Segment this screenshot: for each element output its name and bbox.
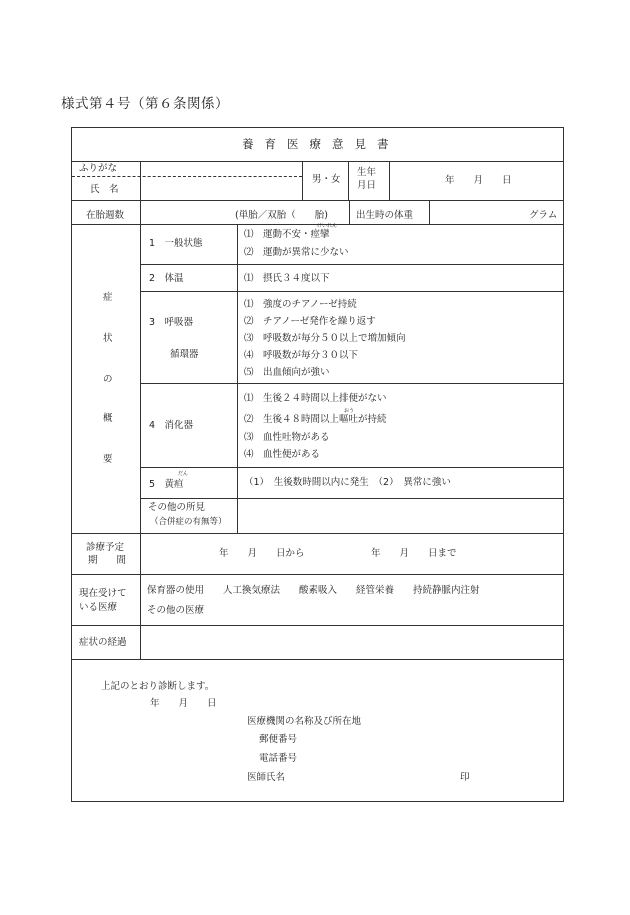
- digestive-item-4: ⑷ 血性便がある: [244, 449, 321, 460]
- symptoms-vertical-1: 症: [103, 292, 113, 303]
- postal-label: 郵便番号: [259, 734, 298, 745]
- respiratory-item-4: ⑷ 呼吸数が毎分３０以下: [244, 350, 359, 361]
- rule-name: [72, 200, 563, 201]
- respiratory-item-3: ⑶ 呼吸数が毎分５０以上で増加傾向: [244, 333, 406, 344]
- rule-symptoms: [72, 533, 563, 534]
- name-label: 氏 名: [90, 184, 119, 195]
- circulatory-label: 循環器: [170, 349, 199, 360]
- respiratory-item-2: ⑵ チアノーゼ発作を繰り返す: [244, 316, 376, 327]
- birth-date-placeholder: 年 月 日: [445, 175, 512, 186]
- phone-label: 電話番号: [259, 753, 298, 764]
- jaundice-label: 5 黄疸: [149, 479, 184, 490]
- col-gestation: [349, 200, 350, 224]
- jaundice-item-1: （1） 生後数時間以内に発生 （2） 異常に強い: [244, 477, 451, 488]
- rule-temperature: [140, 291, 563, 292]
- other-label: その他の所見: [148, 502, 206, 513]
- temperature-item-1: ⑴ 摂氏３４度以下: [244, 273, 330, 284]
- form-code: 様式第４号（第６条関係）: [61, 96, 229, 112]
- symptoms-vertical-3: の: [103, 374, 113, 385]
- general-item-1: ⑴ 運動不安・痙攣: [244, 229, 330, 240]
- period-label-1: 診療予定: [86, 542, 125, 553]
- col-weight: [429, 200, 430, 224]
- col-sex: [348, 161, 349, 200]
- symptoms-vertical-5: 要: [103, 454, 113, 465]
- digestive-ruby: おう: [344, 408, 355, 414]
- rule-current: [72, 625, 563, 626]
- digestive-item-2: ⑵ 生後４８時間以上嘔吐が持続: [244, 414, 387, 425]
- col-symptom-detail: [237, 224, 238, 533]
- rule-digestive: [140, 467, 563, 468]
- gestation-note: (単胎／双胎（ 胎): [235, 210, 328, 221]
- birth-weight-unit: グラム: [529, 210, 558, 221]
- rule-title: [72, 161, 563, 162]
- sex-options: 男・女: [312, 174, 341, 185]
- respiratory-item-5: ⑸ 出血傾向が強い: [244, 367, 330, 378]
- form-title: 養育医療意見書: [242, 137, 400, 151]
- current-line-2: その他の医療: [147, 605, 205, 616]
- col-name: [302, 161, 303, 200]
- respiratory-label: 3 呼吸器: [149, 317, 194, 328]
- general-ruby: けいれん: [317, 223, 338, 229]
- rule-general: [140, 264, 563, 265]
- other-sublabel: （合併症の有無等）: [150, 517, 227, 527]
- col-birthdate: [389, 161, 390, 200]
- period-label-2: 期 間: [88, 555, 127, 566]
- doctor-label: 医師氏名: [247, 772, 286, 783]
- birth-label-2: 月日: [357, 180, 377, 191]
- period-from: 年 月 日から: [219, 548, 305, 559]
- general-label: 1 一般状態: [149, 238, 203, 249]
- seal-mark: 印: [460, 772, 470, 783]
- col-label: [140, 161, 141, 659]
- symptoms-vertical-2: 状: [103, 333, 113, 344]
- temperature-label: 2 体温: [149, 273, 184, 284]
- rule-respiratory: [140, 383, 563, 384]
- rule-period: [72, 574, 563, 575]
- respiratory-item-1: ⑴ 強度のチアノーゼ持続: [244, 299, 357, 310]
- jaundice-ruby: だん: [178, 471, 189, 477]
- birth-label-1: 生年: [357, 167, 377, 178]
- current-line-1: 保育器の使用 人工換気療法 酸素吸入 経管栄養 持続静脈内注射: [147, 585, 480, 596]
- progress-label: 症状の経過: [79, 637, 127, 648]
- gestation-label: 在胎週数: [86, 210, 125, 221]
- digestive-item-1: ⑴ 生後２４時間以上排便がない: [244, 393, 387, 404]
- declaration-statement: 上記のとおり診断します。: [101, 681, 215, 692]
- institution-label: 医療機関の名称及び所在地: [247, 716, 362, 727]
- general-item-2: ⑵ 運動が異常に少ない: [244, 247, 349, 258]
- current-label-2: いる医療: [79, 602, 118, 613]
- digestive-item-3: ⑶ 血性吐物がある: [244, 432, 330, 443]
- declaration-date: 年 月 日: [150, 698, 217, 709]
- medical-opinion-form: [71, 127, 564, 802]
- current-label-1: 現在受けて: [79, 588, 127, 599]
- rule-progress: [72, 659, 563, 660]
- digestive-label: 4 消化器: [149, 420, 194, 431]
- rule-jaundice: [140, 498, 563, 499]
- furigana-label: ふりがな: [79, 163, 118, 174]
- birth-weight-label: 出生時の体重: [356, 210, 414, 221]
- symptoms-vertical-4: 概: [103, 413, 113, 424]
- period-to: 年 月 日まで: [371, 548, 457, 559]
- furigana-divider: [72, 176, 302, 177]
